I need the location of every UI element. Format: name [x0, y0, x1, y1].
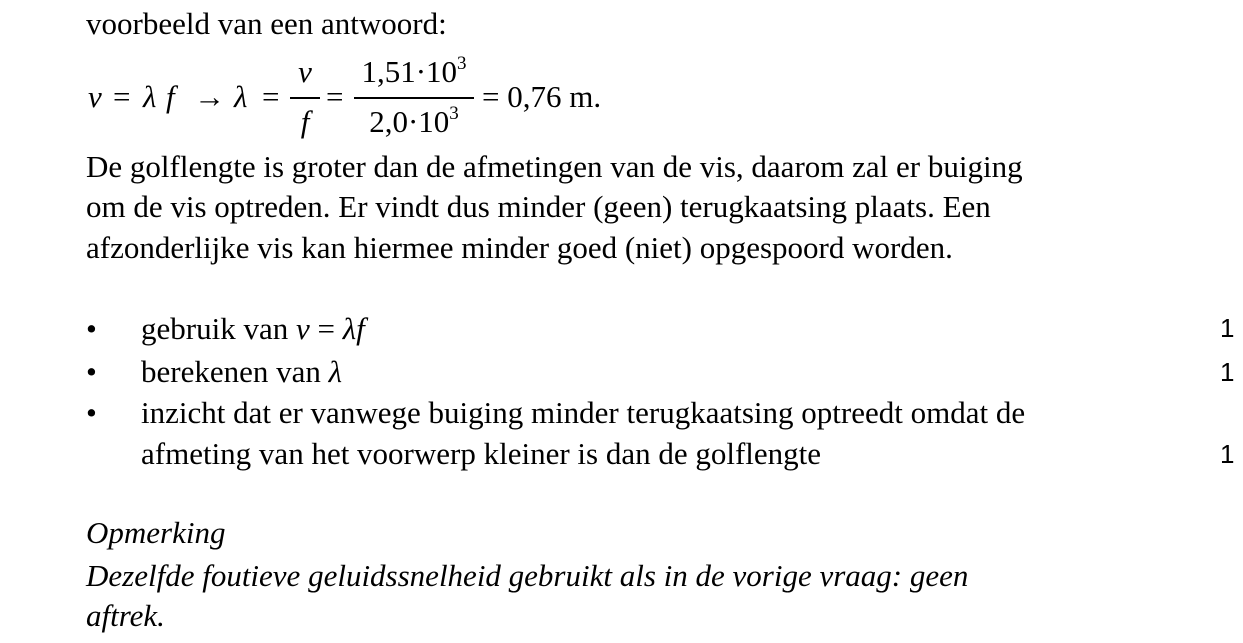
criterion-3-text-line-1: inzicht dat er vanwege buiging minder terugkaatsing optreedt omdat de	[141, 395, 1026, 430]
fraction-numeric	[354, 50, 474, 140]
formula-equals-2: =	[262, 79, 280, 114]
formula-arrow: →	[194, 79, 225, 114]
explanation-line-1: De golflengte is groter dan de afmetingen van de vis, daarom zal er buiging	[86, 149, 1023, 184]
fraction-denominator-value: $2,0\cdot 10^3$	[369, 103, 459, 139]
remark-title: Opmerking	[86, 515, 226, 550]
formula-result: = 0,76 m.	[482, 79, 602, 114]
criterion-1-points: 1	[1220, 313, 1235, 343]
remark-line-2: aftrek.	[86, 598, 165, 633]
formula-equals-1: =	[113, 79, 131, 114]
fraction-numerator-value: $1,51\cdot 10^3$	[361, 53, 467, 89]
fraction-v-over-f	[290, 50, 320, 140]
criterion-1-text: gebruik van v = λf	[141, 311, 365, 346]
criterion-2-points: 1	[1220, 357, 1235, 387]
formula-v: v	[88, 79, 102, 114]
bullet-icon: •	[86, 311, 97, 346]
fraction-numerator-v: v	[298, 54, 312, 89]
formula-lambda-1: λ	[143, 79, 157, 114]
bullet-icon: •	[86, 354, 97, 389]
fraction-bar	[290, 97, 320, 99]
formula-lambda-2: λ	[234, 79, 248, 114]
explanation-line-2: om de vis optreden. Er vindt dus minder (geen) terugkaatsing plaats. Een	[86, 189, 991, 224]
formula-equals-3: =	[326, 79, 344, 114]
intro-text: voorbeeld van een antwoord:	[86, 6, 447, 41]
fraction-bar	[354, 97, 474, 99]
formula-f: f	[166, 79, 175, 114]
criterion-3-points: 1	[1220, 439, 1235, 469]
fraction-denominator-f: f	[300, 104, 310, 139]
criterion-3-text-line-2: afmeting van het voorwerp kleiner is dan de golflengte	[141, 436, 822, 471]
criterion-2-text: berekenen van λ	[141, 354, 343, 389]
remark-line-1: Dezelfde foutieve geluidssnelheid gebruikt als in de vorige vraag: geen	[86, 558, 969, 593]
explanation-line-3: afzonderlijke vis kan hiermee minder goed (niet) opgespoord worden.	[86, 230, 953, 265]
bullet-icon: •	[86, 395, 97, 430]
